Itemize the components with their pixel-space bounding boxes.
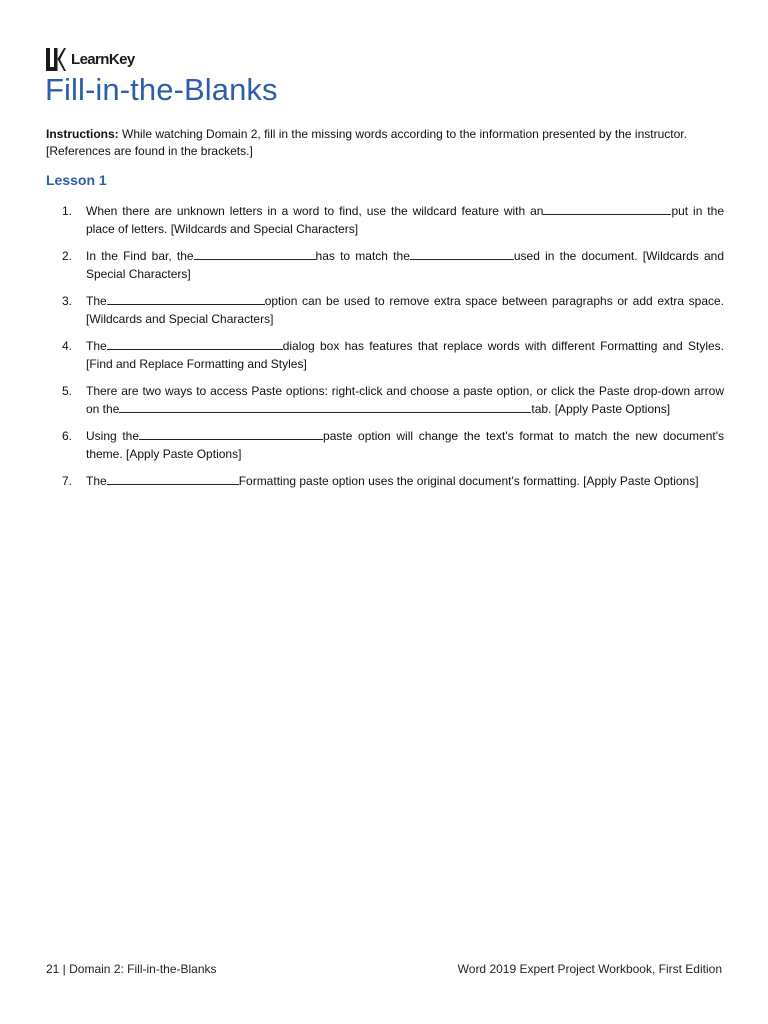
question-text: There are two ways to access Paste options: right-click and choose a paste option, or click the Paste drop-down arrow on the xyxy=(86,384,724,416)
question-text: In the Find bar, the xyxy=(86,249,194,263)
answer-blank[interactable] xyxy=(119,400,531,413)
question-text: option can be used to remove extra space between paragraphs or add extra space. [Wildcards and Special Characters] xyxy=(86,294,724,326)
question-text: used in the document. [Wildcards and Special Characters] xyxy=(86,249,724,281)
question-text: Formatting paste option uses the original document's formatting. [Apply Paste Options] xyxy=(238,474,699,488)
answer-blank[interactable] xyxy=(543,202,671,215)
instructions xyxy=(46,126,726,160)
learnkey-logo xyxy=(46,47,135,71)
page-footer xyxy=(46,962,722,976)
instructions-text: While watching Domain 2, fill in the missing words according to the information presented by the instructor. [References are found in the brackets.] xyxy=(46,127,687,158)
question-item xyxy=(46,292,724,328)
answer-blank[interactable] xyxy=(107,472,239,485)
footer-right: Word 2019 Expert Project Workbook, First Edition xyxy=(457,962,722,976)
question-text: has to match the xyxy=(315,249,410,263)
question-number: 7. xyxy=(62,474,73,488)
question-item xyxy=(46,202,724,238)
question-number: 5. xyxy=(62,384,73,398)
question-number: 2. xyxy=(62,249,73,263)
question-text: Using the xyxy=(86,429,140,443)
question-item xyxy=(46,247,724,283)
footer-left: 21 | Domain 2: Fill-in-the-Blanks xyxy=(46,962,217,976)
answer-blank[interactable] xyxy=(107,337,283,350)
question-item xyxy=(46,382,724,418)
question-text: tab. [Apply Paste Options] xyxy=(531,402,671,416)
question-list xyxy=(46,202,724,499)
answer-blank[interactable] xyxy=(107,292,265,305)
learnkey-logo-icon xyxy=(46,48,66,71)
question-text: The xyxy=(86,474,107,488)
answer-blank[interactable] xyxy=(194,247,316,260)
question-text: paste option will change the text's format to match the new document's theme. [Apply Paste Options] xyxy=(86,429,724,461)
question-text: The xyxy=(86,294,107,308)
question-item xyxy=(46,337,724,373)
answer-blank[interactable] xyxy=(139,427,323,440)
question-number: 1. xyxy=(62,204,73,218)
question-text: The xyxy=(86,339,107,353)
lesson-heading: Lesson 1 xyxy=(46,172,107,188)
question-text: When there are unknown letters in a word to find, use the wildcard feature with an xyxy=(86,204,544,218)
answer-blank[interactable] xyxy=(410,247,514,260)
logo-text: LearnKey xyxy=(71,50,135,68)
question-number: 4. xyxy=(62,339,73,353)
question-number: 3. xyxy=(62,294,73,308)
question-number: 6. xyxy=(62,429,73,443)
page-title: Fill-in-the-Blanks xyxy=(45,72,278,107)
question-item xyxy=(46,427,724,463)
question-text: dialog box has features that replace words with different Formatting and Styles. [Find and Replace Formatting and Styles] xyxy=(86,339,724,371)
instructions-label: Instructions: xyxy=(46,127,119,141)
question-item xyxy=(46,472,724,490)
question-text: put in the place of letters. [Wildcards and Special Characters] xyxy=(86,204,724,236)
